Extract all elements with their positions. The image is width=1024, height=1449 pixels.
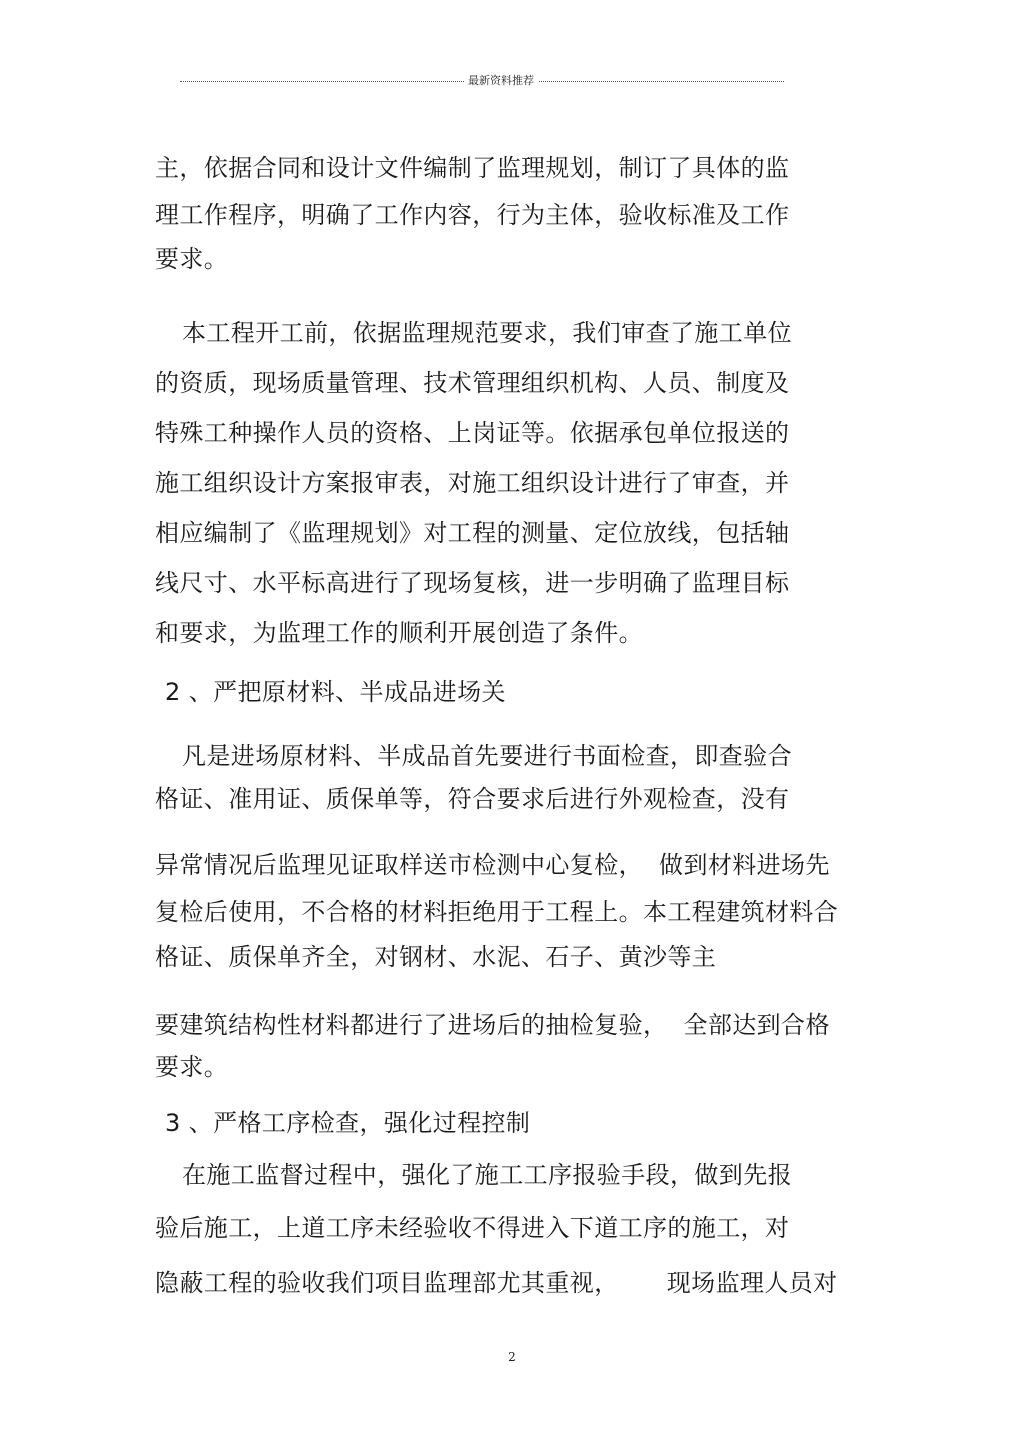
- body-line: 线尺寸、水平标高进行了现场复核，进一步明确了监理目标: [155, 569, 790, 597]
- body-line: 凡是进场原材料、半成品首先要进行书面检查，即查验合: [182, 742, 792, 770]
- header-title: 最新资料推荐: [464, 74, 538, 88]
- body-line: 理工作程序，明确了工作内容，行为主体，验收标准及工作: [155, 201, 790, 229]
- body-line: 的资质，现场质量管理、技术管理组织机构、人员、制度及: [155, 369, 790, 397]
- body-line: 和要求，为监理工作的顺利开展创造了条件。: [155, 619, 643, 647]
- body-line: 本工程开工前，依据监理规范要求，我们审查了施工单位: [182, 319, 792, 347]
- page-number: 2: [508, 1350, 516, 1364]
- body-line: 主，依据合同和设计文件编制了监理规划，制订了具体的监: [155, 154, 790, 182]
- body-line: 相应编制了《监理规划》对工程的测量、定位放线，包括轴: [155, 519, 790, 547]
- page-header: [180, 72, 784, 90]
- body-line: 格证、准用证、质保单等，符合要求后进行外观检查，没有: [155, 785, 790, 813]
- body-line: 复检后使用，不合格的材料拒绝用于工程上。本工程建筑材料合: [155, 898, 839, 926]
- body-line: 格证、质保单齐全，对钢材、水泥、石子、黄沙等主: [155, 943, 717, 971]
- section-heading: 2 、严把原材料、半成品进场关: [165, 678, 506, 706]
- body-line: 要建筑结构性材料都进行了进场后的抽检复验， 全部达到合格: [155, 1011, 830, 1039]
- body-line: 要求。: [155, 245, 229, 273]
- body-line: 特殊工种操作人员的资格、上岗证等。依据承包单位报送的: [155, 419, 790, 447]
- body-line: 在施工监督过程中，强化了施工工序报验手段，做到先报: [182, 1161, 792, 1189]
- body-line: 隐蔽工程的验收我们项目监理部尤其重视， 现场监理人员对: [155, 1269, 838, 1297]
- body-line: 验后施工，上道工序未经验收不得进入下道工序的施工，对: [155, 1214, 790, 1242]
- body-line: 要求。: [155, 1053, 229, 1081]
- section-heading: 3 、严格工序检查，强化过程控制: [165, 1109, 531, 1137]
- body-line: 异常情况后监理见证取样送市检测中心复检， 做到材料进场先: [155, 851, 830, 879]
- body-line: 施工组织设计方案报审表，对施工组织设计进行了审查，并: [155, 469, 790, 497]
